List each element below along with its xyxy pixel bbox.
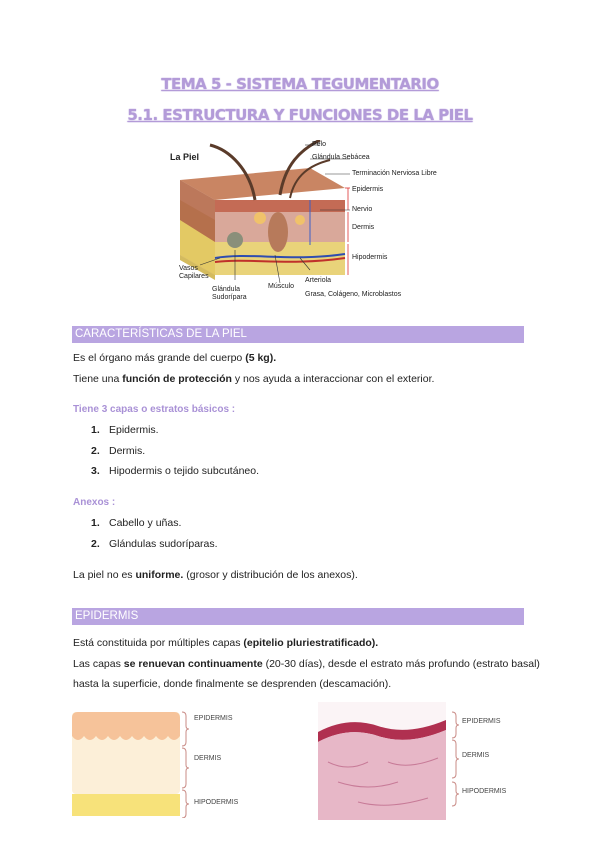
- label-sudoripara: Sudorípara: [212, 294, 247, 301]
- layers-diagram-left: [70, 708, 310, 818]
- anexos-subtitle: Anexos :: [73, 497, 116, 508]
- page-subtitle: 5.1. ESTRUCTURA Y FUNCIONES DE LA PIEL: [127, 106, 473, 124]
- list-item: 1. Cabello y uñas.: [91, 517, 182, 529]
- label-glandula: Glándula: [212, 286, 241, 293]
- paragraph: La piel no es uniforme. (grosor y distribución de los anexos).: [73, 569, 358, 581]
- list-item: 3. Hipodermis o tejido subcutáneo.: [91, 465, 260, 477]
- label-hipodermis: Hipodermis: [352, 254, 388, 261]
- section-header-epidermis: EPIDERMIS: [72, 608, 524, 625]
- label-nervio: Nervio: [352, 206, 373, 213]
- layers-illustration: [70, 708, 310, 818]
- skin-diagram: [160, 140, 437, 305]
- label-vasos: Vasos: [179, 265, 198, 272]
- list-item: 1. Epidermis.: [91, 424, 159, 436]
- label-dermis: Dermis: [352, 224, 375, 231]
- label-pelo: Pelo: [312, 141, 327, 148]
- skin-illustration: [160, 140, 430, 305]
- label-epidermis: Epidermis: [352, 186, 384, 193]
- label-dermis-left: DERMIS: [194, 755, 222, 762]
- figure-heading: La Piel: [170, 152, 200, 162]
- label-musculo: Músculo: [268, 283, 295, 290]
- label-hipodermis-right: HIPODERMIS: [462, 788, 507, 795]
- histology-diagram-right: [318, 702, 548, 822]
- paragraph: hasta la superficie, donde finalmente se desprenden (descamación).: [73, 678, 392, 690]
- label-capilares: Capilares: [179, 273, 209, 280]
- label-epidermis-right: EPIDERMIS: [462, 718, 501, 725]
- paragraph: Está constituida por múltiples capas (epitelio pluriestratificado).: [73, 637, 379, 649]
- label-epidermis-left: EPIDERMIS: [194, 715, 233, 722]
- label-grasa: Grasa, Colágeno, Microblastos: [305, 291, 402, 298]
- paragraph: Tiene una función de protección y nos ayuda a interaccionar con el exterior.: [73, 373, 435, 385]
- paragraph: Es el órgano más grande del cuerpo (5 kg).: [73, 352, 277, 364]
- capas-subtitle: Tiene 3 capas o estratos básicos :: [73, 404, 236, 415]
- list-item: 2. Glándulas sudoríparas.: [91, 538, 218, 550]
- label-glandula-sebacea: Glándula Sebácea: [312, 154, 370, 161]
- paragraph: Las capas se renuevan continuamente (20-30 días), desde el estrato más profundo (estrato basal): [73, 658, 540, 670]
- label-dermis-right: DERMIS: [462, 752, 490, 759]
- label-arteriola: Arteriola: [305, 277, 332, 284]
- label-hipodermis-left: HIPODERMIS: [194, 799, 239, 806]
- page-title: TEMA 5 - SISTEMA TEGUMENTARIO: [161, 75, 439, 93]
- histology-illustration: [318, 702, 548, 822]
- list-item: 2. Dermis.: [91, 445, 146, 457]
- label-terminacion: Terminación Nerviosa Libre: [352, 170, 437, 177]
- section-header-caracteristicas: CARACTERÍSTICAS DE LA PIEL: [72, 326, 524, 343]
